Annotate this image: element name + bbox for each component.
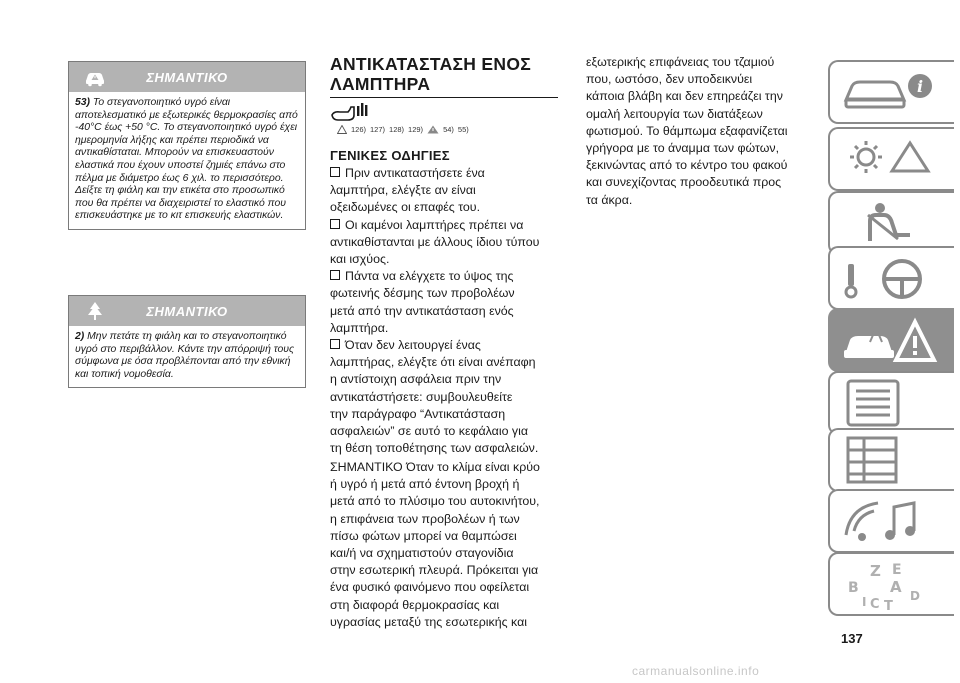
bullet-square bbox=[330, 219, 340, 229]
instructions-list bbox=[330, 165, 562, 457]
steering-key-icon bbox=[840, 254, 940, 304]
svg-text:A: A bbox=[890, 578, 902, 596]
svg-text:i: i bbox=[916, 77, 924, 96]
continued-text: εξωτερικής επιφάνειας του τζαμιού που, ωστόσο, δεν υποδεικνύει κάποια βλάβη και δεν επηρεάζει την ομαλή λειτουργία των διατάξεων φωτισμού. Το θάμπωμα εξαφανίζεται γρήγορα με το άναμμα των φώτων, ξεκινώντας από το κέντρο του φακού και συνεχίζοντας προοδευτικά προς τα άκρα. bbox=[586, 55, 788, 207]
bullet-square bbox=[330, 339, 340, 349]
bullet-square bbox=[330, 270, 340, 280]
ref-55: 55) bbox=[457, 125, 469, 134]
list-item: Πριν αντικαταστήσετε ένα λαμπτήρα, ελέγξτε αν είναι οξειδωμένες οι επαφές του. bbox=[330, 166, 485, 215]
warning-number: 2) bbox=[75, 331, 85, 342]
alphabetical-index-icon bbox=[840, 560, 940, 610]
tab-multimedia[interactable] bbox=[828, 489, 954, 553]
ref-54: 54) bbox=[443, 125, 454, 134]
ref-126: 126) bbox=[351, 125, 367, 134]
seat-safety-icon bbox=[840, 199, 940, 249]
list-item: Όταν δεν λειτουργεί ένας λαμπτήρας, ελέγξτε ότι είναι ανέπαφη η αντίστοιχη ασφάλεια πριν την αντικατάστήσετε: συμβουλευθείτε την παράγραφο “Αντικατάσταση ασφαλειών” σε αυτό το κεφάλαιο για τη θέση τοποθέτησης των ασφαλειών. bbox=[330, 338, 539, 456]
svg-text:C: C bbox=[870, 597, 880, 610]
maintenance-checklist-icon bbox=[840, 379, 940, 429]
car-info-icon bbox=[840, 68, 940, 118]
ref-129: 129) bbox=[408, 125, 424, 134]
warning-text bbox=[69, 326, 305, 387]
warning-number: 53) bbox=[75, 97, 91, 108]
tab-emergency[interactable] bbox=[828, 308, 954, 372]
tab-maintenance[interactable] bbox=[828, 371, 954, 435]
multimedia-icon bbox=[840, 497, 940, 547]
tab-car-info[interactable] bbox=[828, 60, 954, 124]
warning-box-2 bbox=[68, 295, 306, 388]
reference-notes bbox=[337, 125, 469, 134]
section-title-line1: ΑΝΤΙΚΑΤΑΣΤΑΣΗ ΕΝΟΣ bbox=[330, 54, 532, 74]
warning-text bbox=[69, 92, 305, 229]
svg-text:E: E bbox=[892, 562, 902, 578]
svg-text:I: I bbox=[862, 595, 867, 609]
ref-127: 127) bbox=[370, 125, 386, 134]
important-note: ΣΗΜΑΝΤΙΚΟ Όταν το κλίμα είναι κρύο ή υγρό ή μετά από έντονη βροχή ή μετά από το πλύσιμο του αυτοκινήτου, η επιφάνεια των προβολέων ή των πίσω φώτων μπορεί να θαμπώσει και/ή να σχηματιστούν σταγονίδια στην εσωτερική πλευρά. Πρόκειται για ένα φυσικό φαινόμενο που οφείλεται στη διαφορά θερμοκρασίας και υγρασίας μεταξύ της εσωτερικής και bbox=[330, 460, 540, 629]
list-item: Πάντα να ελέγχετε το ύψος της φωτεινής δέσμης των προβολέων μετά από την αντικατάσταση ενός λαμπτήρα. bbox=[330, 269, 515, 335]
subheading: ΓΕΝΙΚΕΣ ΟΔΗΓΙΕΣ bbox=[330, 148, 450, 163]
section-title-line2: ΛΑΜΠΤΗΡΑ bbox=[330, 74, 431, 94]
warning-header bbox=[69, 296, 305, 326]
ref-128: 128) bbox=[389, 125, 405, 134]
tab-index[interactable] bbox=[828, 552, 954, 616]
warning-triangle-icon bbox=[337, 125, 347, 134]
warning-body-text: Μην πετάτε τη φιάλη και το στεγανοποιητικό υγρό στο περιβάλλον. Κάντε την απόρριψή τους σύμφωνα με όσα προβλέπονται από την εθνική και τοπική νομοθεσία. bbox=[75, 331, 295, 380]
warning-header bbox=[69, 62, 305, 92]
list-item: Οι καμένοι λαμπτήρες πρέπει να αντικαθίστανται με άλλους ίδιου τύπου και ισχύος. bbox=[330, 217, 540, 267]
warning-title: ΣΗΜΑΝΤΙΚΟ bbox=[146, 304, 228, 319]
section-title bbox=[330, 54, 531, 94]
tab-starting-driving[interactable] bbox=[828, 246, 954, 310]
caution-icon bbox=[427, 125, 439, 134]
hand-tool-icon bbox=[330, 101, 372, 123]
tab-technical-data[interactable] bbox=[828, 428, 954, 492]
technical-data-icon bbox=[840, 436, 940, 486]
svg-text:Z: Z bbox=[870, 562, 881, 580]
svg-text:T: T bbox=[884, 599, 893, 610]
svg-text:D: D bbox=[910, 589, 920, 603]
title-rule bbox=[330, 97, 558, 98]
tab-dashboard-lights[interactable] bbox=[828, 127, 954, 191]
warning-body-text: Το στεγανοποιητικό υγρό είναι αποτελεσματικό με εξωτερικές θερμοκρασίες από -40°C έως +50 °C. Το στεγανοποιητικό υγρό έχει ημερομηνία λήξης και πρέπει περιοδικά να αντικαθίσταται. Μπορούν να επισκευαστούν ελαστικά που έχουν υποστεί ζημιές επάνω στο πέλμα με διάμετρο έως 6 χιλ. το περισσότερο. Δείξτε τη φιάλη και την ετικέτα στο προσωπικό που θα πρέπει να διαχειριστεί το ελαστικό που επισκευάστηκε με το κιτ επισκευής ελαστικών. bbox=[75, 97, 298, 222]
car-breakdown-warning-icon bbox=[840, 316, 940, 366]
svg-text:B: B bbox=[848, 580, 859, 596]
page-number: 137 bbox=[841, 631, 863, 646]
warning-title: ΣΗΜΑΝΤΙΚΟ bbox=[146, 70, 228, 85]
bullet-square bbox=[330, 167, 340, 177]
warning-box-1 bbox=[68, 61, 306, 230]
watermark: carmanualsonline.info bbox=[632, 664, 760, 678]
dashboard-lights-icon bbox=[840, 135, 940, 185]
